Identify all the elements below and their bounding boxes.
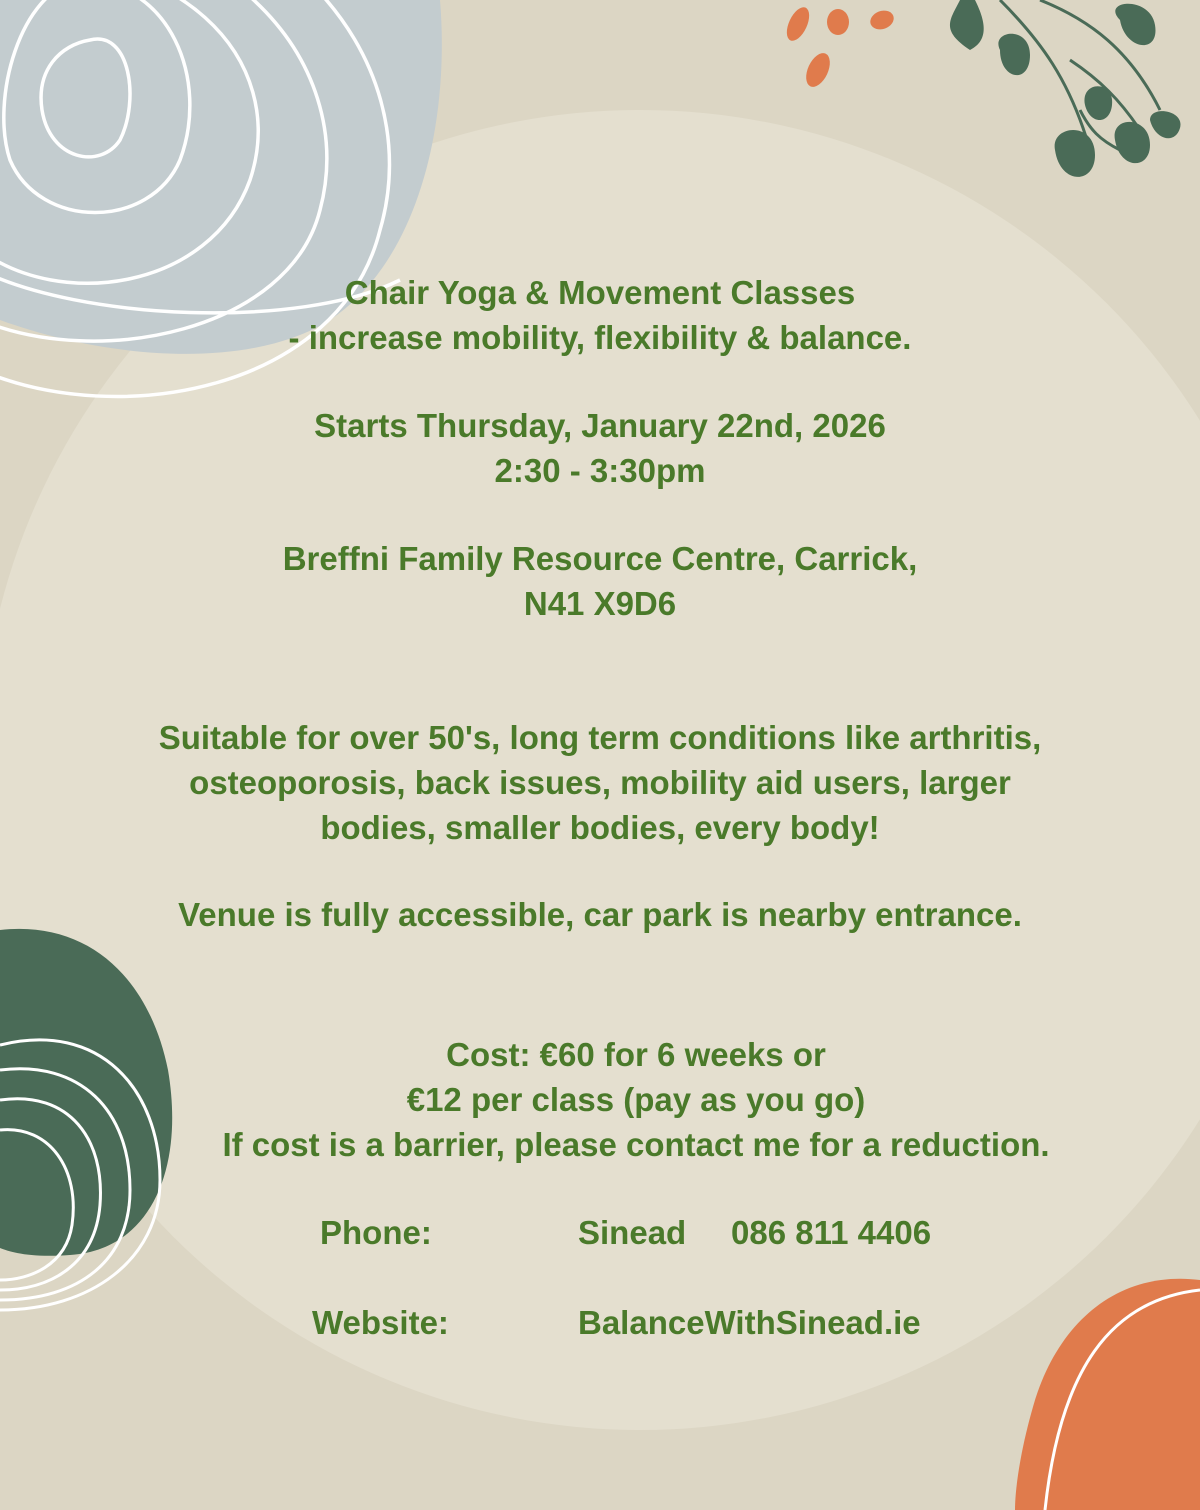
phone-number[interactable]: 086 811 4406: [731, 1214, 932, 1251]
start-date: Starts Thursday, January 22nd, 2026: [314, 407, 886, 444]
flyer-text: [0, 270, 1200, 360]
access-line: Venue is fully accessible, car park is nearby entrance.: [178, 896, 1022, 933]
cost-line-2: €12 per class (pay as you go): [406, 1081, 866, 1118]
venue-name: Breffni Family Resource Centre, Carrick,: [282, 540, 918, 577]
leaf-branch: [950, 0, 1180, 177]
cost-line-1: Cost: €60 for 6 weeks or: [446, 1036, 826, 1073]
suitability-info: [0, 715, 1200, 850]
website-label: Website:: [312, 1304, 449, 1341]
start-time: 2:30 - 3:30pm: [494, 452, 706, 489]
cost-line-3: If cost is a barrier, please contact me for a reduction.: [222, 1126, 1050, 1163]
suitable-line-1: Suitable for over 50's, long term conditions like arthritis,: [158, 719, 1042, 756]
phone-label: Phone:: [320, 1214, 432, 1251]
cost-info: [36, 1032, 1200, 1167]
suitable-line-3: bodies, smaller bodies, every body!: [320, 809, 880, 846]
start-info: [0, 403, 1200, 493]
venue-info: [0, 536, 1200, 626]
title-line-2: - increase mobility, flexibility & balance.: [288, 319, 912, 356]
orange-blob-shape: [1015, 1279, 1200, 1510]
orange-dots: [782, 4, 896, 91]
title-line-1: Chair Yoga & Movement Classes: [344, 274, 856, 311]
phone-name: Sinead: [578, 1214, 687, 1251]
venue-eircode: N41 X9D6: [523, 585, 677, 622]
access-info: [0, 892, 1200, 937]
suitable-line-2: osteoporosis, back issues, mobility aid users, larger: [189, 764, 1011, 801]
website-link[interactable]: BalanceWithSinead.ie: [578, 1304, 921, 1341]
